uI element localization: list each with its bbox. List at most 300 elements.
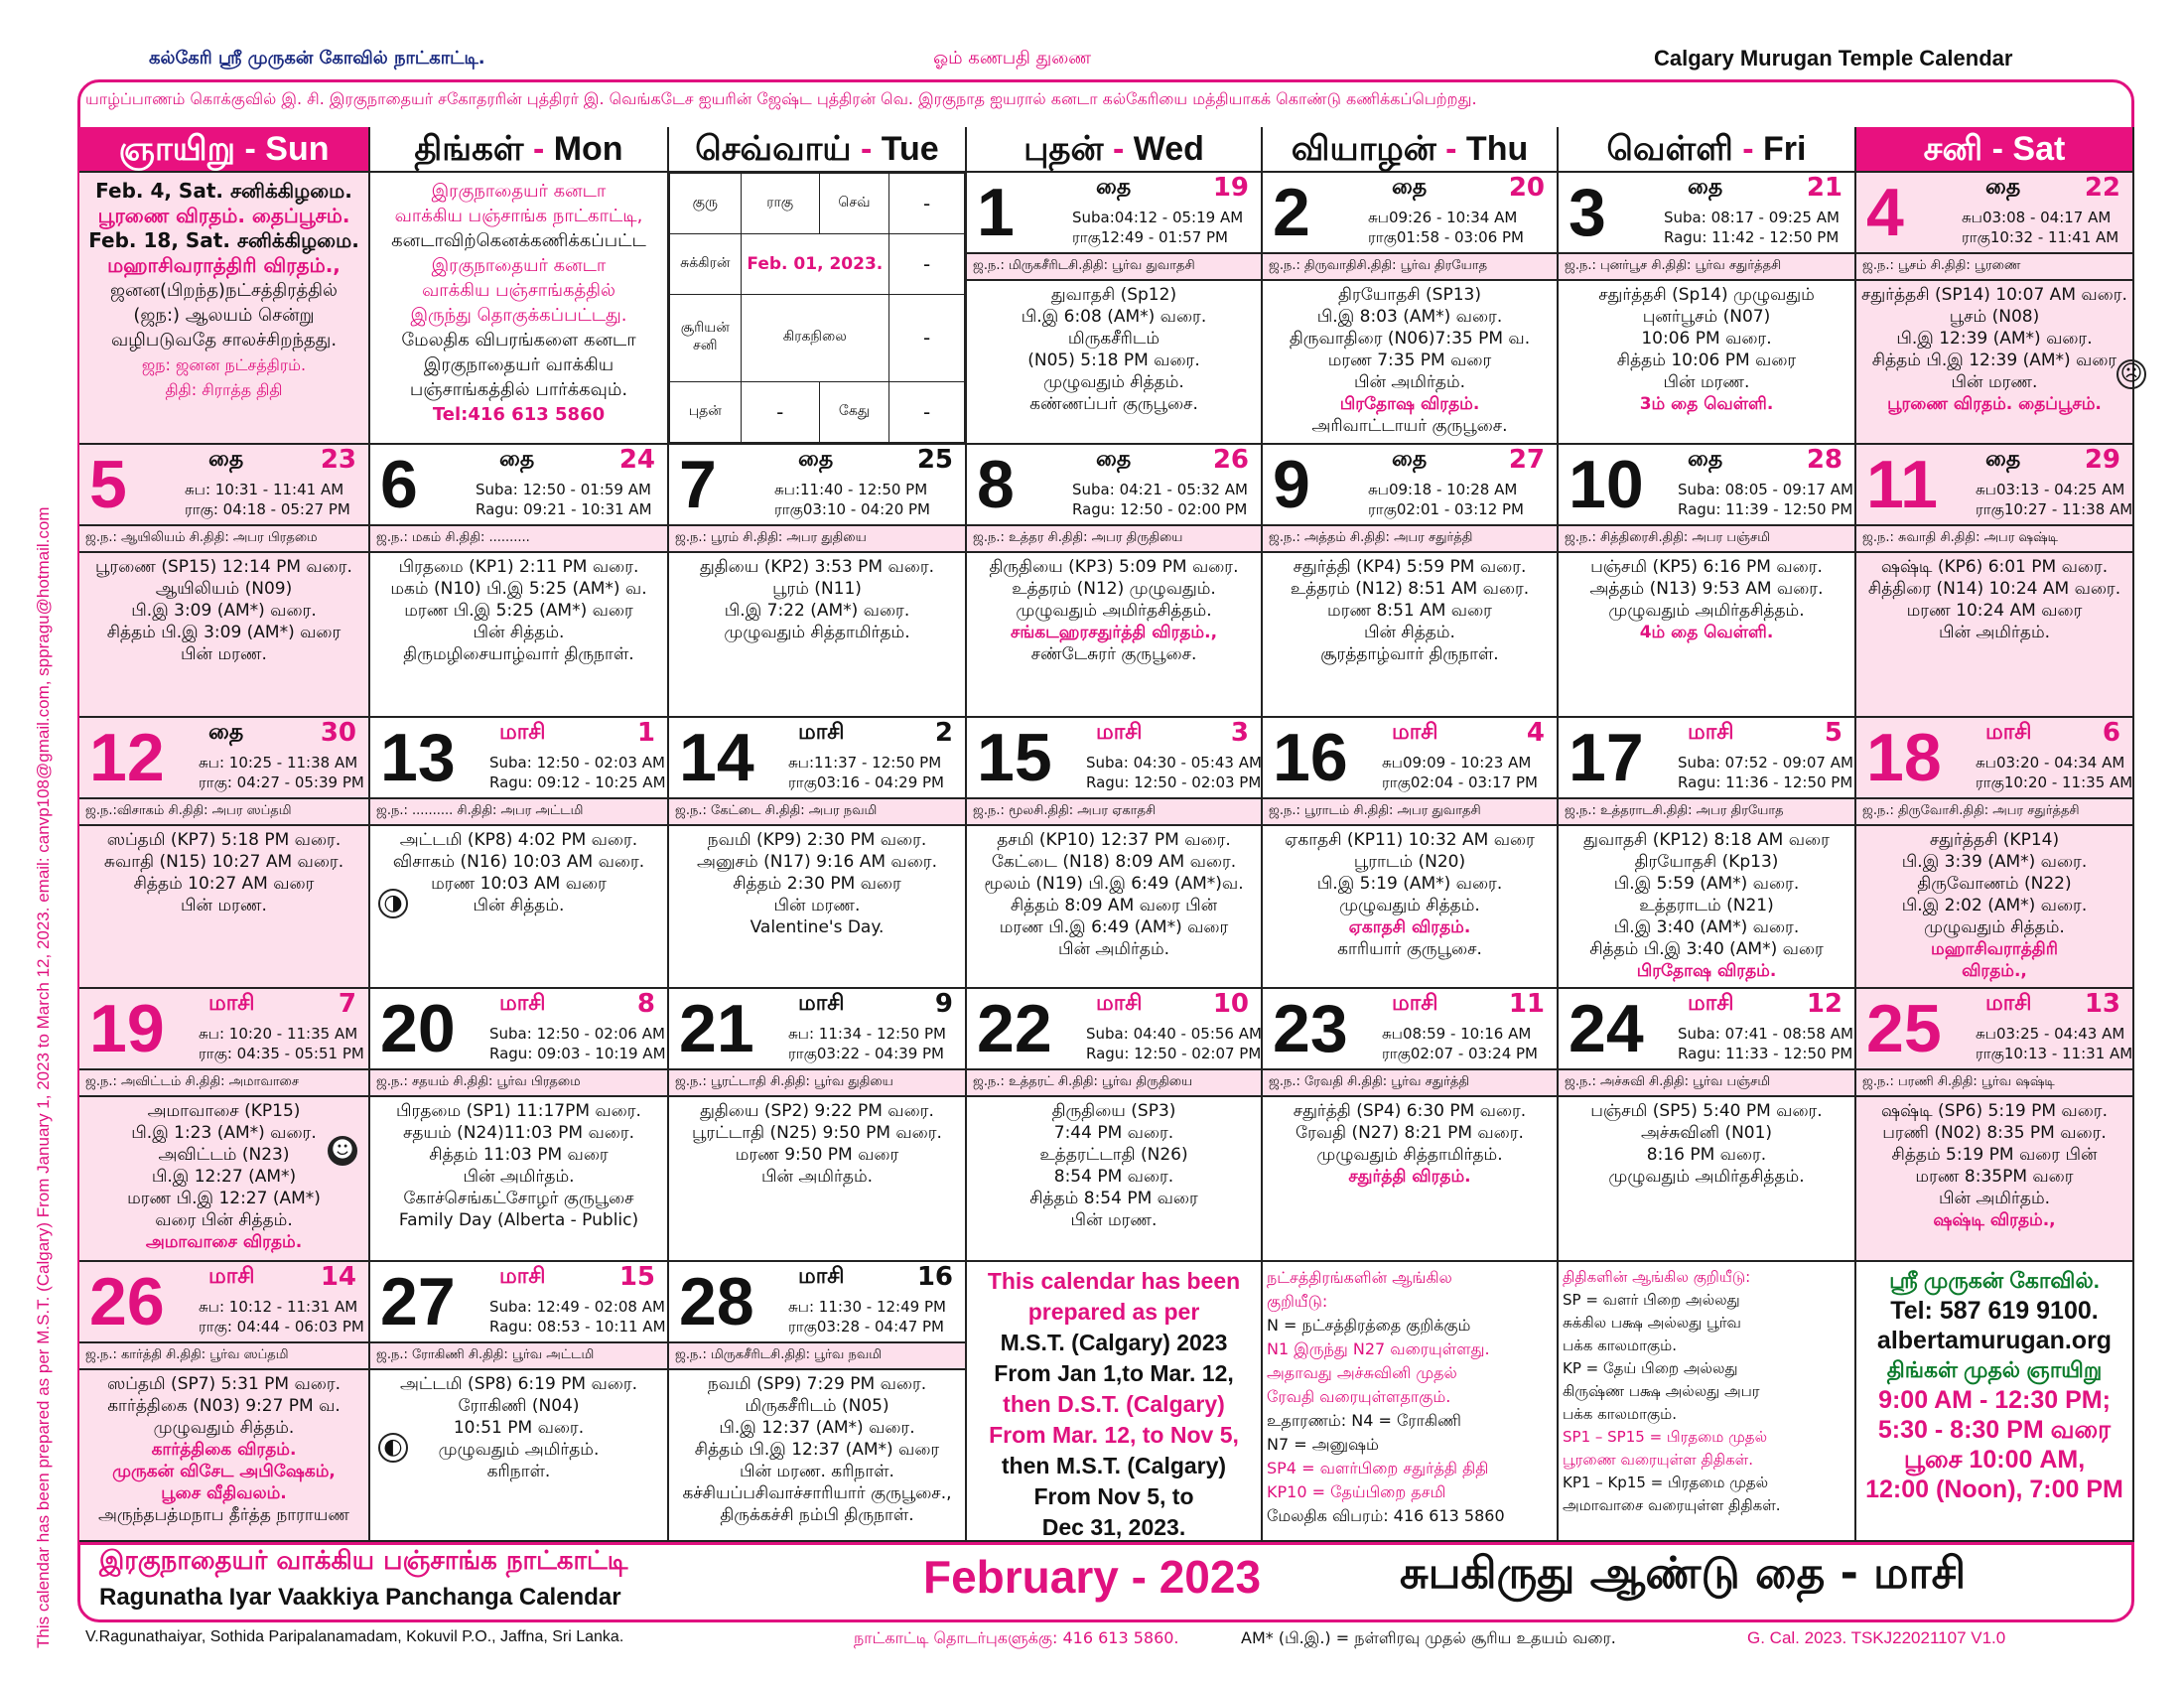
planet-dash: - — [889, 233, 965, 294]
info-cell-sat — [1856, 1262, 2134, 1542]
text-line: பக்க காலமாகும். — [1563, 1336, 1677, 1354]
day-number: 25 — [1866, 991, 1942, 1066]
auspicious-time: Suba:04:12 - 05:19 AM — [1072, 209, 1244, 226]
tamil-date: 30 — [320, 718, 356, 748]
text-line: ஏகாதசி விரதம். — [1348, 917, 1471, 937]
rahu-time: ராகு03:16 - 04:29 PM — [788, 774, 944, 791]
text-line: பஞ்சாங்கத்தில் பார்க்கவும். — [409, 379, 628, 400]
text-line: திதி: சிராத்த திதி — [165, 380, 283, 399]
day-details — [79, 1373, 368, 1526]
tamil-month: மாசி — [1392, 720, 1438, 745]
nakshatra-line: ஜ.ந.: பூரம் சி.திதி: அபர துதியை — [669, 524, 965, 553]
day-details — [967, 284, 1261, 415]
text-line: ஏகாதசி (KP11) 10:32 AM வரை — [1285, 830, 1535, 850]
nakshatra-line: ஜ.ந.: சுவாதி சி.திதி: அபர ஷஷ்டி — [1856, 524, 2132, 553]
info-cell-thu-text — [1267, 1266, 1553, 1528]
day-number: 19 — [89, 991, 165, 1066]
header-ta-label: வெள்ளி — [1606, 130, 1733, 168]
tamil-month: தை — [1985, 175, 2021, 200]
text-line: பி.இ 5:19 (AM*) வரை. — [1316, 874, 1503, 894]
text-line: துதியை (SP2) 9:22 PM வரை. — [700, 1101, 934, 1121]
bottom-ta-title: இரகுநாதையர் வாக்கிய பஞ்சாங்க நாட்காட்டி — [99, 1546, 628, 1576]
day-details — [669, 1100, 965, 1188]
text-line: KP = தேய் பிறை அல்லது — [1563, 1359, 1738, 1377]
tamil-date: 1 — [636, 718, 655, 748]
text-line: பி.இ 7:22 (AM*) வரை. — [724, 601, 910, 621]
header-thu — [1263, 127, 1559, 173]
planet-dash: - — [889, 294, 965, 381]
day-cell-15 — [967, 718, 1263, 989]
day-cell-21 — [669, 989, 967, 1262]
auspicious-time: Suba: 07:52 - 09:07 AM — [1678, 754, 1853, 772]
text-line: N1 இருந்து N27 வரையுள்ளது. — [1267, 1339, 1490, 1358]
bottom-en-title: Ragunatha Iyar Vaakkiya Panchanga Calendar — [99, 1584, 621, 1611]
text-line: நட்சத்திரங்களின் ஆங்கில — [1267, 1268, 1452, 1287]
text-line: அவிட்டம் (N23) — [158, 1145, 290, 1165]
confused-face-icon: ☹ — [2116, 359, 2146, 389]
text-line: KP10 = தேய்பிறை தசமி — [1267, 1482, 1446, 1501]
day-cell-11 — [1856, 445, 2134, 718]
text-line: சதுர்த்தசி (KP14) — [1929, 830, 2060, 850]
tamil-date: 2 — [934, 718, 953, 748]
text-line: பின் மரண. — [1663, 372, 1750, 392]
day-number: 17 — [1569, 720, 1644, 795]
footer-contact: நாட்காட்டி தொடர்புகளுக்கு: 416 613 5860. — [854, 1628, 1179, 1647]
text-line: அருந்தபத்மநாப தீர்த்த நாராயண — [97, 1505, 350, 1525]
day-details — [1856, 829, 2132, 982]
text-line: அரிவாட்டாயர் குருபூசை. — [1311, 416, 1508, 436]
text-line: திருமழிசையாழ்வார் திருநாள். — [403, 644, 634, 664]
tamil-date: 24 — [618, 445, 655, 475]
day-cell-26 — [79, 1262, 370, 1542]
text-line: 10:06 PM வரை. — [1641, 329, 1772, 349]
text-line: முழுவதும் அமிர்தசித்தம். — [1608, 1167, 1805, 1187]
nakshatra-line: ஜ.ந.: மகம் சி.திதி: .......... — [370, 524, 667, 553]
text-line: மரண 8:51 AM வரை — [1327, 601, 1492, 621]
text-line: மரண 10:03 AM வரை — [431, 874, 607, 894]
text-line: கண்ணப்பர் குருபூசை. — [1029, 394, 1198, 414]
text-line: பி.இ 12:27 (AM*) — [151, 1167, 297, 1187]
day-header — [1263, 718, 1557, 795]
tamil-month: மாசி — [1985, 991, 2032, 1016]
text-line: 12:00 (Noon), 7:00 PM — [1865, 1476, 2123, 1503]
info-cell-wed — [967, 1262, 1263, 1542]
header-ta-label: புதன் — [1024, 130, 1104, 168]
planet-sev: செவ் — [819, 174, 888, 234]
tamil-month: மாசி — [1688, 991, 1734, 1016]
text-line: சதயம் (N24)11:03 PM வரை. — [402, 1123, 635, 1143]
text-line: சண்டேசுரர் குருபூசை. — [1030, 644, 1197, 664]
nakshatra-line: ஜ.ந.: அவிட்டம் சி.திதி: அமாவாசை — [79, 1068, 368, 1097]
day-header — [669, 989, 965, 1066]
text-line: then D.S.T. (Calgary) — [1003, 1391, 1225, 1417]
nakshatra-line: ஜ.ந.:விசாகம் சி.திதி: அபர ஸப்தமி — [79, 797, 368, 826]
auspicious-time: சுப: 11:34 - 12:50 PM — [788, 1025, 946, 1043]
auspicious-time: சுப: 10:20 - 11:35 AM — [199, 1025, 358, 1043]
day-number: 26 — [89, 1264, 165, 1339]
nakshatra-line: ஜ.ந.: ஆயிலியம் சி.திதி: அபர பிரதமை — [79, 524, 368, 553]
day-details — [1559, 556, 1854, 643]
text-line: பூரட்டாதி (N25) 9:50 PM வரை. — [692, 1123, 942, 1143]
auspicious-time: Suba: 08:05 - 09:17 AM — [1678, 481, 1853, 498]
header-wed — [967, 127, 1263, 173]
tamil-month: மாசி — [1392, 991, 1438, 1016]
day-cell-5 — [79, 445, 370, 718]
text-line: பக்க காலமாகும். — [1563, 1405, 1677, 1423]
auspicious-time: சுப:11:40 - 12:50 PM — [774, 481, 928, 498]
header-en-label: Tue — [881, 130, 939, 168]
side-note-text: This calendar has been prepared as per M.S.T. (Calgary) From January 1, 2023 to March 12, 2023. email: canvp108@gmail.com, sppragu@hotmail.com — [34, 506, 53, 1648]
text-line: பூரணை வரையுள்ள திதிகள். — [1563, 1451, 1753, 1469]
rahu-time: Ragu: 09:12 - 10:25 AM — [489, 774, 666, 791]
day-number: 4 — [1866, 175, 1904, 250]
day-number: 27 — [380, 1264, 456, 1339]
auspicious-time: சுப03:20 - 04:34 AM — [1976, 754, 2125, 772]
new-moon-icon: ☻ — [328, 1136, 357, 1166]
text-line: திருவாதிரை (N06)7:35 PM வ. — [1289, 329, 1531, 349]
footer-am-note: AM* (பி.இ.) = நள்ளிரவு முதல் சூரிய உதயம் வரை. — [1241, 1628, 1616, 1647]
text-line: From Mar. 12, to Nov 5, — [989, 1422, 1239, 1448]
text-line: சித்தம் பி.இ 12:39 (AM*) வரை — [1871, 351, 2117, 370]
tamil-date: 8 — [636, 989, 655, 1019]
text-line: கச்சியப்பசிவாச்சாரியார் குருபூசை., — [682, 1483, 952, 1503]
text-line: தசமி (KP10) 12:37 PM வரை. — [997, 830, 1231, 850]
text-line: albertamurugan.org — [1876, 1327, 2113, 1354]
text-line: பூராடம் (N20) — [1353, 852, 1466, 872]
auspicious-time: Suba: 04:21 - 05:32 AM — [1072, 481, 1248, 498]
text-line: பி.இ 12:39 (AM*) வரை. — [1896, 329, 2093, 349]
day-cell-18 — [1856, 718, 2134, 989]
day-number: 6 — [380, 447, 418, 522]
text-line: சித்தம் 8:54 PM வரை — [1029, 1189, 1198, 1208]
day-header — [1559, 989, 1854, 1066]
text-line: பின் அமிர்தம். — [463, 1167, 575, 1187]
rahu-time: Ragu: 09:21 - 10:31 AM — [476, 500, 652, 518]
day-number: 12 — [89, 720, 165, 795]
planet-dash: - — [741, 382, 819, 443]
day-header — [1263, 445, 1557, 522]
header-en-label: Fri — [1763, 130, 1807, 168]
header-tue — [669, 127, 967, 173]
day-header — [1559, 445, 1854, 522]
text-line: பின் மரண. — [181, 644, 267, 664]
day-details — [1263, 1100, 1557, 1188]
text-line: திரயோதசி (Kp13) — [1634, 852, 1779, 872]
nakshatra-line: ஜ.ந.: உத்தரட் சி.திதி: பூர்வ திருதியை — [967, 1068, 1261, 1097]
header-en-label: Thu — [1465, 130, 1529, 168]
nakshatra-line: ஜ.ந.: உத்தர சி.திதி: அபர திருதியை — [967, 524, 1261, 553]
text-line: சதுர்த்தி (KP4) 5:59 PM வரை. — [1293, 557, 1527, 577]
header-en-label: Sun — [265, 130, 330, 168]
header-sat — [1856, 127, 2134, 173]
text-line: கனடாவிற்கெனக்கணிக்கப்பட்ட — [391, 230, 646, 251]
tamil-month: மாசி — [499, 1264, 546, 1289]
day-details — [1559, 284, 1854, 415]
text-line: உதாரணம்: N4 = ரோகிணி — [1267, 1411, 1461, 1430]
header-separator: - — [1982, 130, 2013, 168]
text-line: பி.இ 3:40 (AM*) வரை. — [1613, 917, 1800, 937]
day-number: 15 — [977, 720, 1052, 795]
tamil-month: தை — [1392, 447, 1428, 472]
text-line: திரயோதசி (SP13) — [1338, 285, 1481, 305]
tamil-month: தை — [1392, 175, 1428, 200]
auspicious-time: சுப03:13 - 04:25 AM — [1976, 481, 2125, 498]
text-line: இரகுநாதையர் கனடா — [431, 181, 607, 202]
text-line: பின் மரண. — [1951, 372, 2038, 392]
rahu-time: Ragu: 09:03 - 10:19 AM — [489, 1045, 666, 1062]
day-details — [370, 829, 667, 916]
day-header — [669, 718, 965, 795]
rahu-time: ராகு03:28 - 04:47 PM — [788, 1318, 944, 1336]
nakshatra-line: ஜ.ந.: திருவாதிசி.திதி: பூர்வ திரயோத — [1263, 252, 1557, 281]
text-line: திருதியை (SP3) — [1051, 1101, 1176, 1121]
text-line: ரோகிணி (N04) — [458, 1396, 580, 1416]
tamil-month: மாசி — [499, 720, 546, 745]
text-line: சித்தம் 2:30 PM வரை — [733, 874, 901, 894]
text-line: குறியீடு: — [1267, 1292, 1328, 1311]
tamil-date: 20 — [1508, 173, 1545, 203]
tamil-date: 5 — [1824, 718, 1843, 748]
text-line: Feb. 4, Sat. சனிக்கிழமை. — [95, 179, 352, 203]
side-note — [4, 60, 64, 1648]
text-line: திருவோணம் (N22) — [1917, 874, 2072, 894]
day-header — [370, 445, 667, 522]
day-cell-19 — [79, 989, 370, 1262]
nakshatra-line: ஜ.ந.: மூலசி.திதி: அபர ஏகாதசி — [967, 797, 1261, 826]
text-line: Valentine's Day. — [750, 917, 885, 937]
text-line: கரிநாள். — [486, 1462, 551, 1481]
text-line: பிரதோஷ விரதம். — [1636, 961, 1777, 981]
text-line: நவமி (SP9) 7:29 PM வரை. — [707, 1374, 927, 1394]
text-line: அனுசம் (N17) 9:16 AM வரை. — [697, 852, 937, 872]
rahu-time: ராகு12:49 - 01:57 PM — [1072, 228, 1228, 246]
text-line: பின் மரண. — [181, 896, 267, 915]
notes-mon — [374, 179, 663, 427]
day-number: 28 — [679, 1264, 754, 1339]
day-cell-3 — [1559, 173, 1856, 445]
info-cell-sat-text — [1860, 1266, 2128, 1504]
text-line: மரண 10:24 AM வரை — [1906, 601, 2083, 621]
nakshatra-line: ஜ.ந.: புனர்பூச சி.திதி: பூர்வ சதுர்த்தசி — [1559, 252, 1854, 281]
text-line: பின் மரண. — [773, 896, 861, 915]
rahu-time: ராகு02:04 - 03:17 PM — [1382, 774, 1538, 791]
text-line: இருந்து தொகுக்கப்பட்டது. — [410, 305, 627, 326]
header-separator: - — [1732, 130, 1764, 168]
day-header — [370, 989, 667, 1066]
text-line: பூசம் (N08) — [1949, 307, 2040, 327]
rahu-time: Ragu: 12:50 - 02:00 PM — [1072, 500, 1248, 518]
text-line: நவமி (KP9) 2:30 PM வரை. — [707, 830, 927, 850]
day-cell-23 — [1263, 989, 1559, 1262]
text-line: பின் அமிர்தம். — [760, 1167, 874, 1187]
text-line: பின் சித்தம். — [1364, 623, 1455, 642]
auspicious-time: சுப: 10:25 - 11:38 AM — [199, 754, 358, 772]
info-cell-wed-text — [971, 1266, 1257, 1543]
text-line: விசாகம் (N16) 10:03 AM வரை. — [392, 852, 645, 872]
text-line: முருகன் விசேட அபிஷேகம், — [112, 1462, 336, 1481]
text-line: பி.இ 2:02 (AM*) வரை. — [1901, 896, 2088, 915]
day-cell-8 — [967, 445, 1263, 718]
day-header — [967, 718, 1261, 795]
day-cell-16 — [1263, 718, 1559, 989]
text-line: அட்டமி (SP8) 6:19 PM வரை. — [399, 1374, 638, 1394]
auspicious-time: Suba: 08:17 - 09:25 AM — [1664, 209, 1840, 226]
day-details — [79, 829, 368, 916]
header-ta-label: சனி — [1923, 130, 1983, 168]
notes-sun — [83, 179, 364, 402]
text-line: மஹாசிவராத்திரி — [1931, 939, 2058, 959]
day-details — [967, 1100, 1261, 1231]
cell-notes-mon — [370, 173, 669, 445]
day-header — [967, 989, 1261, 1066]
text-line: சித்தம் பி.இ 3:09 (AM*) வரை — [106, 623, 341, 642]
text-line: ரேவதி வரையுள்ளதாகும். — [1267, 1387, 1451, 1406]
text-line: பி.இ 6:08 (AM*) வரை. — [1021, 307, 1207, 327]
text-line: துவாதசி (Sp12) — [1050, 285, 1177, 305]
tamil-month: தை — [208, 447, 244, 472]
text-line: முழுவதும் சித்தம். — [1043, 372, 1184, 392]
rahu-time: ராகு01:58 - 03:06 PM — [1368, 228, 1524, 246]
tamil-month: தை — [1096, 175, 1132, 200]
day-header — [1559, 173, 1854, 250]
nakshatra-line: ஜ.ந.: கேட்டை சி.திதி: அபர நவமி — [669, 797, 965, 826]
text-line: இரகுநாதையர் வாக்கிய — [423, 354, 614, 375]
tamil-month: மாசி — [798, 1264, 845, 1289]
day-number: 16 — [1273, 720, 1348, 795]
cell-planets-tue — [669, 173, 967, 445]
year-title: சுபகிருது ஆண்டு தை - மாசி — [1400, 1548, 1967, 1599]
day-details — [669, 1373, 965, 1526]
auspicious-time: Suba: 04:30 - 05:43 AM — [1086, 754, 1262, 772]
text-line: 7:44 PM வரை. — [1053, 1123, 1174, 1143]
text-line: பின் சித்தம். — [473, 623, 565, 642]
planet-rahu: ராகு — [741, 174, 819, 234]
info-cell-thu — [1263, 1262, 1559, 1542]
day-details — [669, 829, 965, 938]
text-line: மஹாசிவராத்திரி விரதம்., — [107, 253, 341, 277]
text-line: கேட்டை (N18) 8:09 AM வரை. — [991, 852, 1237, 872]
day-details — [1559, 829, 1854, 982]
day-header — [669, 445, 965, 522]
planet-suriyan: சூரியன் சனி — [670, 294, 742, 381]
text-line: ஷஷ்டி (SP6) 5:19 PM வரை. — [1881, 1101, 2108, 1121]
day-cell-20 — [370, 989, 669, 1262]
text-line: This calendar has been — [987, 1268, 1241, 1294]
tamil-date: 6 — [2102, 718, 2120, 748]
planet-dash: - — [889, 174, 965, 234]
planet-date: Feb. 01, 2023. — [741, 233, 889, 294]
header-separator: - — [235, 130, 266, 168]
text-line: ஜனன(பிறந்த)நட்சத்திரத்தில் — [110, 280, 338, 301]
text-line: prepared as per — [1027, 1299, 1200, 1325]
rahu-time: Ragu: 11:39 - 12:50 PM — [1678, 500, 1853, 518]
day-details — [1263, 284, 1557, 437]
top-right-title: Calgary Murugan Temple Calendar — [1654, 46, 2013, 70]
day-details — [1263, 829, 1557, 960]
text-line: பி.இ 8:03 (AM*) வரை. — [1316, 307, 1503, 327]
text-line: 8:16 PM வரை. — [1646, 1145, 1767, 1165]
text-line: கோச்செங்கட்சோழர் குருபூசை — [403, 1189, 634, 1208]
text-line: அமாவாசை (KP15) — [147, 1101, 301, 1121]
day-number: 14 — [679, 720, 754, 795]
text-line: பின் அமிர்தம். — [1938, 1189, 2051, 1208]
text-line: பூரணை விரதம். தைப்பூசம். — [1887, 394, 2102, 414]
text-line: முழுவதும் அமிர்தம். — [438, 1440, 600, 1460]
day-number: 22 — [977, 991, 1052, 1066]
text-line: (N05) 5:18 PM வரை. — [1027, 351, 1200, 370]
text-line: (ஜந:) ஆலயம் சென்று — [133, 305, 315, 326]
day-header — [1263, 173, 1557, 250]
text-line: சித்தம் பி.இ 12:37 (AM*) வரை — [694, 1440, 940, 1460]
day-details — [370, 1100, 667, 1231]
tamil-month: மாசி — [798, 991, 845, 1016]
day-cell-27 — [370, 1262, 669, 1542]
text-line: அமாவாசை வரையுள்ள திதிகள். — [1563, 1496, 1781, 1514]
rahu-time: ராகு02:01 - 03:12 PM — [1368, 500, 1524, 518]
text-line: உத்தராடம் (N21) — [1639, 896, 1774, 915]
header-ta-label: ஞாயிறு — [118, 130, 236, 168]
tamil-date: 26 — [1212, 445, 1249, 475]
text-line: From Nov 5, to — [1033, 1483, 1194, 1509]
text-line: பின் மரண. கரிநாள். — [740, 1462, 894, 1481]
text-line: மரண 9:50 PM வரை — [735, 1145, 899, 1165]
rahu-time: Ragu: 12:50 - 02:03 PM — [1086, 774, 1262, 791]
header-mon — [370, 127, 669, 173]
header-separator: - — [523, 130, 554, 168]
auspicious-time: Suba: 04:40 - 05:56 AM — [1086, 1025, 1262, 1043]
header-separator: - — [1435, 130, 1466, 168]
text-line: பரணி (N02) 8:35 PM வரை. — [1882, 1123, 2107, 1143]
text-line: சித்தம் 5:19 PM வரை பின் — [1891, 1145, 2098, 1165]
text-line: சதுர்த்தி (SP4) 6:30 PM வரை. — [1293, 1101, 1527, 1121]
header-ta-label: வியாழன் — [1291, 130, 1436, 168]
text-line: பிரதமை (SP1) 11:17PM வரை. — [396, 1101, 641, 1121]
nakshatra-line: ஜ.ந.: அத்தம் சி.திதி: அபர சதுர்த்தி — [1263, 524, 1557, 553]
text-line: அமாவாசை விரதம். — [145, 1232, 303, 1252]
planet-row — [670, 233, 965, 294]
planet-row — [670, 382, 965, 443]
info-cell-fri-text — [1563, 1266, 1850, 1517]
rahu-time: ராகு10:13 - 11:31 AM — [1976, 1045, 2133, 1062]
day-number: 3 — [1569, 175, 1606, 250]
header-en-label: Sat — [2012, 130, 2066, 168]
text-line: சங்கடஹரசதுர்த்தி விரதம்., — [1010, 623, 1218, 642]
text-line: Family Day (Alberta - Public) — [398, 1210, 639, 1230]
text-line: பூசை வீதிவலம். — [161, 1483, 287, 1503]
day-header — [79, 445, 368, 522]
text-line: துவாதசி (KP12) 8:18 AM வரை — [1583, 830, 1830, 850]
nakshatra-line: ஜ.ந.: மிருகசீரிடசி.திதி: பூர்வ நவமி — [669, 1341, 965, 1370]
day-number: 18 — [1866, 720, 1942, 795]
day-cell-25 — [1856, 989, 2134, 1262]
day-header — [1263, 989, 1557, 1066]
planet-kethu: கேது — [819, 382, 888, 443]
day-cell-7 — [669, 445, 967, 718]
text-line: மேலதிக விபரம்: 416 613 5860 — [1267, 1506, 1505, 1525]
text-line: பூரணை (SP15) 12:14 PM வரை. — [95, 557, 352, 577]
tamil-date: 11 — [1508, 989, 1545, 1019]
tamil-month: மாசி — [208, 991, 255, 1016]
day-header — [79, 718, 368, 795]
rahu-time: ராகு10:20 - 11:35 AM — [1976, 774, 2133, 791]
planet-dash: - — [889, 382, 965, 443]
text-line: பூசை 10:00 AM, — [1903, 1446, 2086, 1474]
auspicious-time: Suba: 07:41 - 08:58 AM — [1678, 1025, 1853, 1043]
tamil-month: மாசி — [1985, 720, 2032, 745]
text-line: சுக்கில பக்ஷ அல்லது பூர்வ — [1563, 1314, 1741, 1332]
text-line: Feb. 18, Sat. சனிக்கிழமை. — [88, 228, 359, 252]
day-number: 2 — [1273, 175, 1310, 250]
